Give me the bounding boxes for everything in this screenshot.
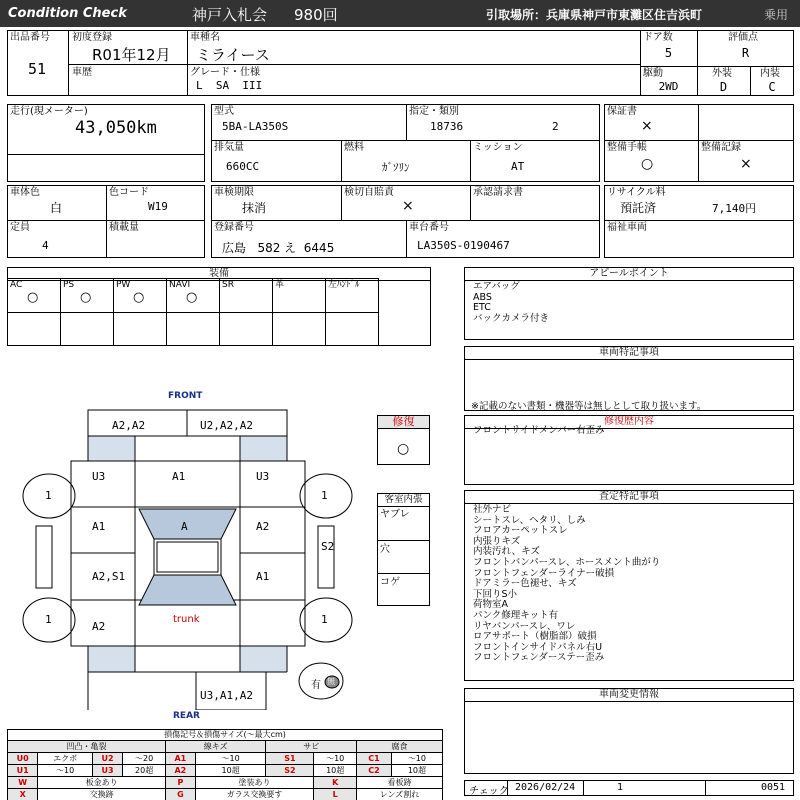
mileage-label: 走行(現メーター) (10, 106, 88, 117)
approval-label: 承認請求書 (473, 187, 523, 198)
color-label: 車体色 (10, 187, 40, 198)
special-title: 車両特記事項 (465, 347, 793, 360)
type-label: 型式 (214, 106, 234, 117)
pickup-location: 引取場所：兵庫県神戸市東灘区住吉浜町 (486, 8, 703, 22)
equipment-cell (60, 278, 114, 313)
equipment-label: NAVI (169, 280, 191, 290)
front-bumper-left: A2,A2 (112, 419, 146, 432)
fender-fr: U3 (256, 470, 270, 483)
legend (7, 729, 443, 800)
legend-code: U1 (8, 765, 38, 777)
classification: 2 (552, 120, 559, 133)
check-label: チェック (469, 786, 509, 797)
designation: 18736 (430, 120, 464, 133)
warranty-mark: × (641, 118, 653, 134)
equipment-cell (7, 278, 61, 313)
legend-code: W (8, 777, 38, 789)
inspection-notes-box (464, 490, 794, 681)
legend-code: G (165, 789, 195, 800)
welfare-label: 福祉車両 (607, 222, 647, 233)
fuel: ｶﾞｿﾘﾝ (382, 161, 410, 174)
score-label: 評価点 (728, 32, 758, 43)
legend-desc: 10超 (314, 765, 357, 777)
inspection-note-line: シートスレ、ヘタリ、しみ (473, 514, 586, 526)
special-box (464, 346, 794, 411)
legend-code: S1 (266, 753, 314, 765)
inspection-note-line: ドアミラー色褪せ、キズ (473, 578, 577, 590)
tire-rl: 1 (45, 613, 52, 626)
mission-label: ミッション (473, 142, 523, 153)
body-color: 白 (50, 201, 63, 215)
legend-code: A1 (165, 753, 195, 765)
cabin-box (377, 493, 430, 606)
venue-label: 神戸入札会 (192, 6, 268, 24)
inspection-note-line: 社外ナビ (473, 504, 512, 515)
appeal-line: ABS (473, 291, 492, 303)
side-r: S2 (321, 540, 335, 553)
designation-label: 指定・類別 (409, 106, 459, 117)
model-type: 5BA-LA350S (222, 120, 289, 133)
inspection-note-line: フロアカーペットスレ (473, 525, 568, 537)
self-mark-label: 検切自賠責 (344, 187, 394, 198)
roof: A (181, 520, 188, 533)
legend-desc: 〜10 (195, 753, 266, 765)
inspection-note-line: 内張りキズ (473, 535, 521, 547)
repair-history-line: フロントサイドメンバー右歪み (473, 425, 605, 436)
equipment-empty-cell (325, 312, 379, 346)
trunk-label: trunk (173, 614, 200, 625)
reg-no-label: 登録番号 (214, 222, 254, 233)
service-book-mark: ○ (641, 156, 654, 172)
exterior: D (719, 80, 728, 94)
legend-desc: ガラス交換要す (195, 789, 314, 800)
drive: 2WD (658, 80, 679, 93)
appeal-line: ETC (473, 302, 491, 313)
hood: A1 (172, 470, 186, 483)
legend-desc: 10超 (391, 765, 442, 777)
inspection-note-line: パンク修理キット有 (473, 610, 559, 621)
rear-label: REAR (173, 711, 200, 721)
model-name: ミライース (196, 46, 270, 64)
cabin-hole-label: 穴 (380, 544, 390, 555)
equipment-label: 左ﾊﾝﾄﾞﾙ (328, 280, 360, 290)
special-note: ※記載のない書類・機器等は無しとして取り扱います。 (471, 401, 707, 412)
equipment-title: 装備 (8, 268, 430, 281)
doors: 5 (664, 46, 673, 60)
service-record-mark: × (740, 156, 752, 172)
equipment-cell (219, 278, 273, 313)
tire-fr: 1 (321, 489, 328, 502)
legend-code: X (8, 789, 38, 800)
lot-round: 980回 (294, 6, 338, 24)
inspection-note-line: ロアサポート（樹脂部）破損 (473, 631, 597, 643)
equipment-cell (272, 278, 326, 313)
first-reg: R01年12月 (92, 46, 171, 64)
load-label: 積載量 (109, 222, 139, 233)
grade: L SA III (196, 79, 263, 92)
legend-desc: レンズ割れ (357, 789, 443, 800)
self-mark: × (402, 198, 414, 214)
color-code: W19 (148, 200, 168, 213)
recycle-fee: 7,140円 (712, 202, 757, 215)
recycle-label: リサイクル料 (607, 187, 666, 198)
score: R (741, 46, 750, 60)
mission: AT (511, 160, 525, 173)
legend-code: S2 (266, 765, 314, 777)
history-label: 車歴 (72, 67, 92, 78)
legend-desc: 10超 (195, 765, 266, 777)
equipment-empty-cell (113, 312, 167, 346)
legend-code: P (165, 777, 195, 789)
equipment-empty-cell (272, 312, 326, 346)
equipment-empty-cell (219, 312, 273, 346)
equipment-label: PS (63, 280, 75, 290)
front-bumper-right: U2,A2,A2 (200, 419, 253, 432)
reg-no: 広島 582 え 6445 (222, 241, 335, 255)
inspection-note-line: リヤバンパースレ、ワレ (473, 620, 576, 632)
repair-history-box (464, 415, 794, 485)
appeal-line: バックカメラ付き (473, 312, 550, 324)
inspection-note-line: フロントフェンダーライナー破損 (473, 567, 615, 579)
equipment-mark: ○ (27, 290, 39, 305)
legend-group: 腐食 (357, 741, 443, 753)
header-bar (0, 0, 800, 27)
repair-history-title: 修復歴内容 (465, 416, 793, 429)
inspection-label: 車検期限 (214, 187, 254, 198)
legend-code: U3 (92, 765, 122, 777)
legend-code: C2 (357, 765, 392, 777)
inspection-note-line: フロントフェンダーステー歪み (473, 652, 605, 664)
color-code-label: 色コード (109, 187, 149, 198)
tire-fl: 1 (45, 489, 52, 502)
equipment-mark: ○ (80, 290, 92, 305)
spare-tire-label: 有 (311, 680, 321, 691)
displacement: 660CC (226, 160, 260, 173)
check-num: 1 (617, 782, 624, 793)
recycle-status: 預託済 (620, 201, 657, 215)
legend-desc: 交換跡 (38, 789, 166, 800)
change-info-title: 車両変更情報 (465, 689, 793, 702)
legend-code: U0 (8, 753, 38, 765)
legend-group: 線キズ (165, 741, 265, 753)
legend-desc: 〜10 (38, 765, 92, 777)
legend-desc: 塗装あり (195, 777, 314, 789)
inspection-notes-title: 査定特記事項 (465, 491, 793, 504)
door-fr: A2 (256, 520, 270, 533)
spare-tire-mark: 無 (327, 677, 335, 686)
equipment-cell (166, 278, 220, 313)
model-name-label: 車種名 (190, 32, 220, 43)
lot-no-label: 出品番号 (10, 32, 50, 43)
rear-bumper: U3,A1,A2 (200, 689, 253, 702)
inspection-note-line: 内装汚れ、キズ (473, 546, 540, 558)
car-diagram (0, 400, 380, 710)
legend-group: サビ (266, 741, 357, 753)
legend-desc: 〜10 (314, 753, 357, 765)
equipment-label: AC (10, 280, 23, 290)
service-book-label: 整備手帳 (607, 142, 647, 153)
door-fl: A1 (92, 520, 106, 533)
inspection-note-line: フロントバンパースレ、ホースメント曲がり (473, 557, 661, 568)
warranty-label: 保証書 (607, 106, 637, 117)
displacement-label: 排気量 (214, 142, 244, 153)
capacity: 4 (42, 239, 49, 252)
equipment-cell (113, 278, 167, 313)
appeal-line: エアバッグ (473, 281, 520, 292)
equipment-mark: ○ (186, 290, 198, 305)
legend-desc: エクボ (38, 753, 92, 765)
door-rl: A2,S1 (92, 570, 126, 583)
service-record-label: 整備記録 (701, 142, 741, 153)
equipment-empty-cell (166, 312, 220, 346)
change-info-box (464, 688, 794, 774)
legend-code: L (314, 789, 357, 800)
cabin-title: 客室内張 (378, 494, 429, 507)
chassis-no: LA350S-0190467 (417, 239, 510, 252)
category-label: 乗用 (764, 8, 789, 22)
inspection: 抹消 (242, 201, 267, 215)
legend-code: U2 (92, 753, 122, 765)
inspection-note-line: 下回りS小 (473, 588, 518, 600)
equipment-label: SR (222, 280, 234, 290)
legend-code: C1 (357, 753, 392, 765)
exterior-label: 外装 (712, 68, 732, 79)
cabin-burn-label: コゲ (380, 577, 400, 588)
grade-label: グレード・仕様 (190, 67, 260, 78)
legend-group: 凹凸・亀裂 (8, 741, 166, 753)
legend-title: 損傷記号＆損傷サイズ(〜最大cm) (7, 729, 443, 740)
repair-mark: ○ (397, 441, 410, 457)
equipment-mark: ○ (133, 290, 145, 305)
quarter-rl: A2 (92, 620, 106, 633)
equipment-cell (325, 278, 379, 313)
equipment-empty-cell (60, 312, 114, 346)
equipment-empty-cell (7, 312, 61, 346)
appeal-title: アピールポイント (465, 268, 793, 281)
check-code: 0051 (761, 782, 786, 793)
interior: C (768, 80, 776, 94)
door-rr: A1 (256, 570, 270, 583)
chassis-label: 車台番号 (409, 222, 449, 233)
lot-no: 51 (28, 60, 47, 78)
legend-code: K (314, 777, 357, 789)
front-label: FRONT (168, 391, 203, 401)
repair-mark-title: 修復 (378, 416, 429, 429)
mileage: 43,050km (75, 118, 157, 138)
inspection-note-line: フロントインサイドパネル右U (473, 641, 603, 653)
legend-desc: 看板跡 (357, 777, 443, 789)
cabin-tear-label: ヤブレ (380, 509, 410, 520)
legend-code: A2 (165, 765, 195, 777)
repair-mark-box (377, 415, 430, 465)
equipment-label: 革 (275, 280, 285, 290)
legend-desc: 〜10 (391, 753, 442, 765)
footer-box (464, 780, 794, 796)
legend-desc: 20超 (123, 765, 166, 777)
tire-rr: 1 (321, 613, 328, 626)
inspection-note-line: 荷物室A (473, 599, 508, 611)
doors-label: ドア数 (643, 32, 673, 43)
capacity-label: 定員 (10, 222, 30, 233)
fender-fl: U3 (92, 470, 106, 483)
legend-desc: 〜20 (123, 753, 166, 765)
equipment-label: PW (116, 280, 131, 290)
legend-desc: 板金あり (38, 777, 166, 789)
appeal-box (464, 267, 794, 340)
check-date: 2026/02/24 (515, 782, 576, 793)
first-reg-label: 初度登録 (72, 32, 112, 43)
interior-label: 内装 (760, 68, 780, 79)
brand-label: Condition Check (8, 6, 127, 21)
drive-label: 駆動 (643, 68, 663, 79)
fuel-label: 燃料 (344, 142, 364, 153)
